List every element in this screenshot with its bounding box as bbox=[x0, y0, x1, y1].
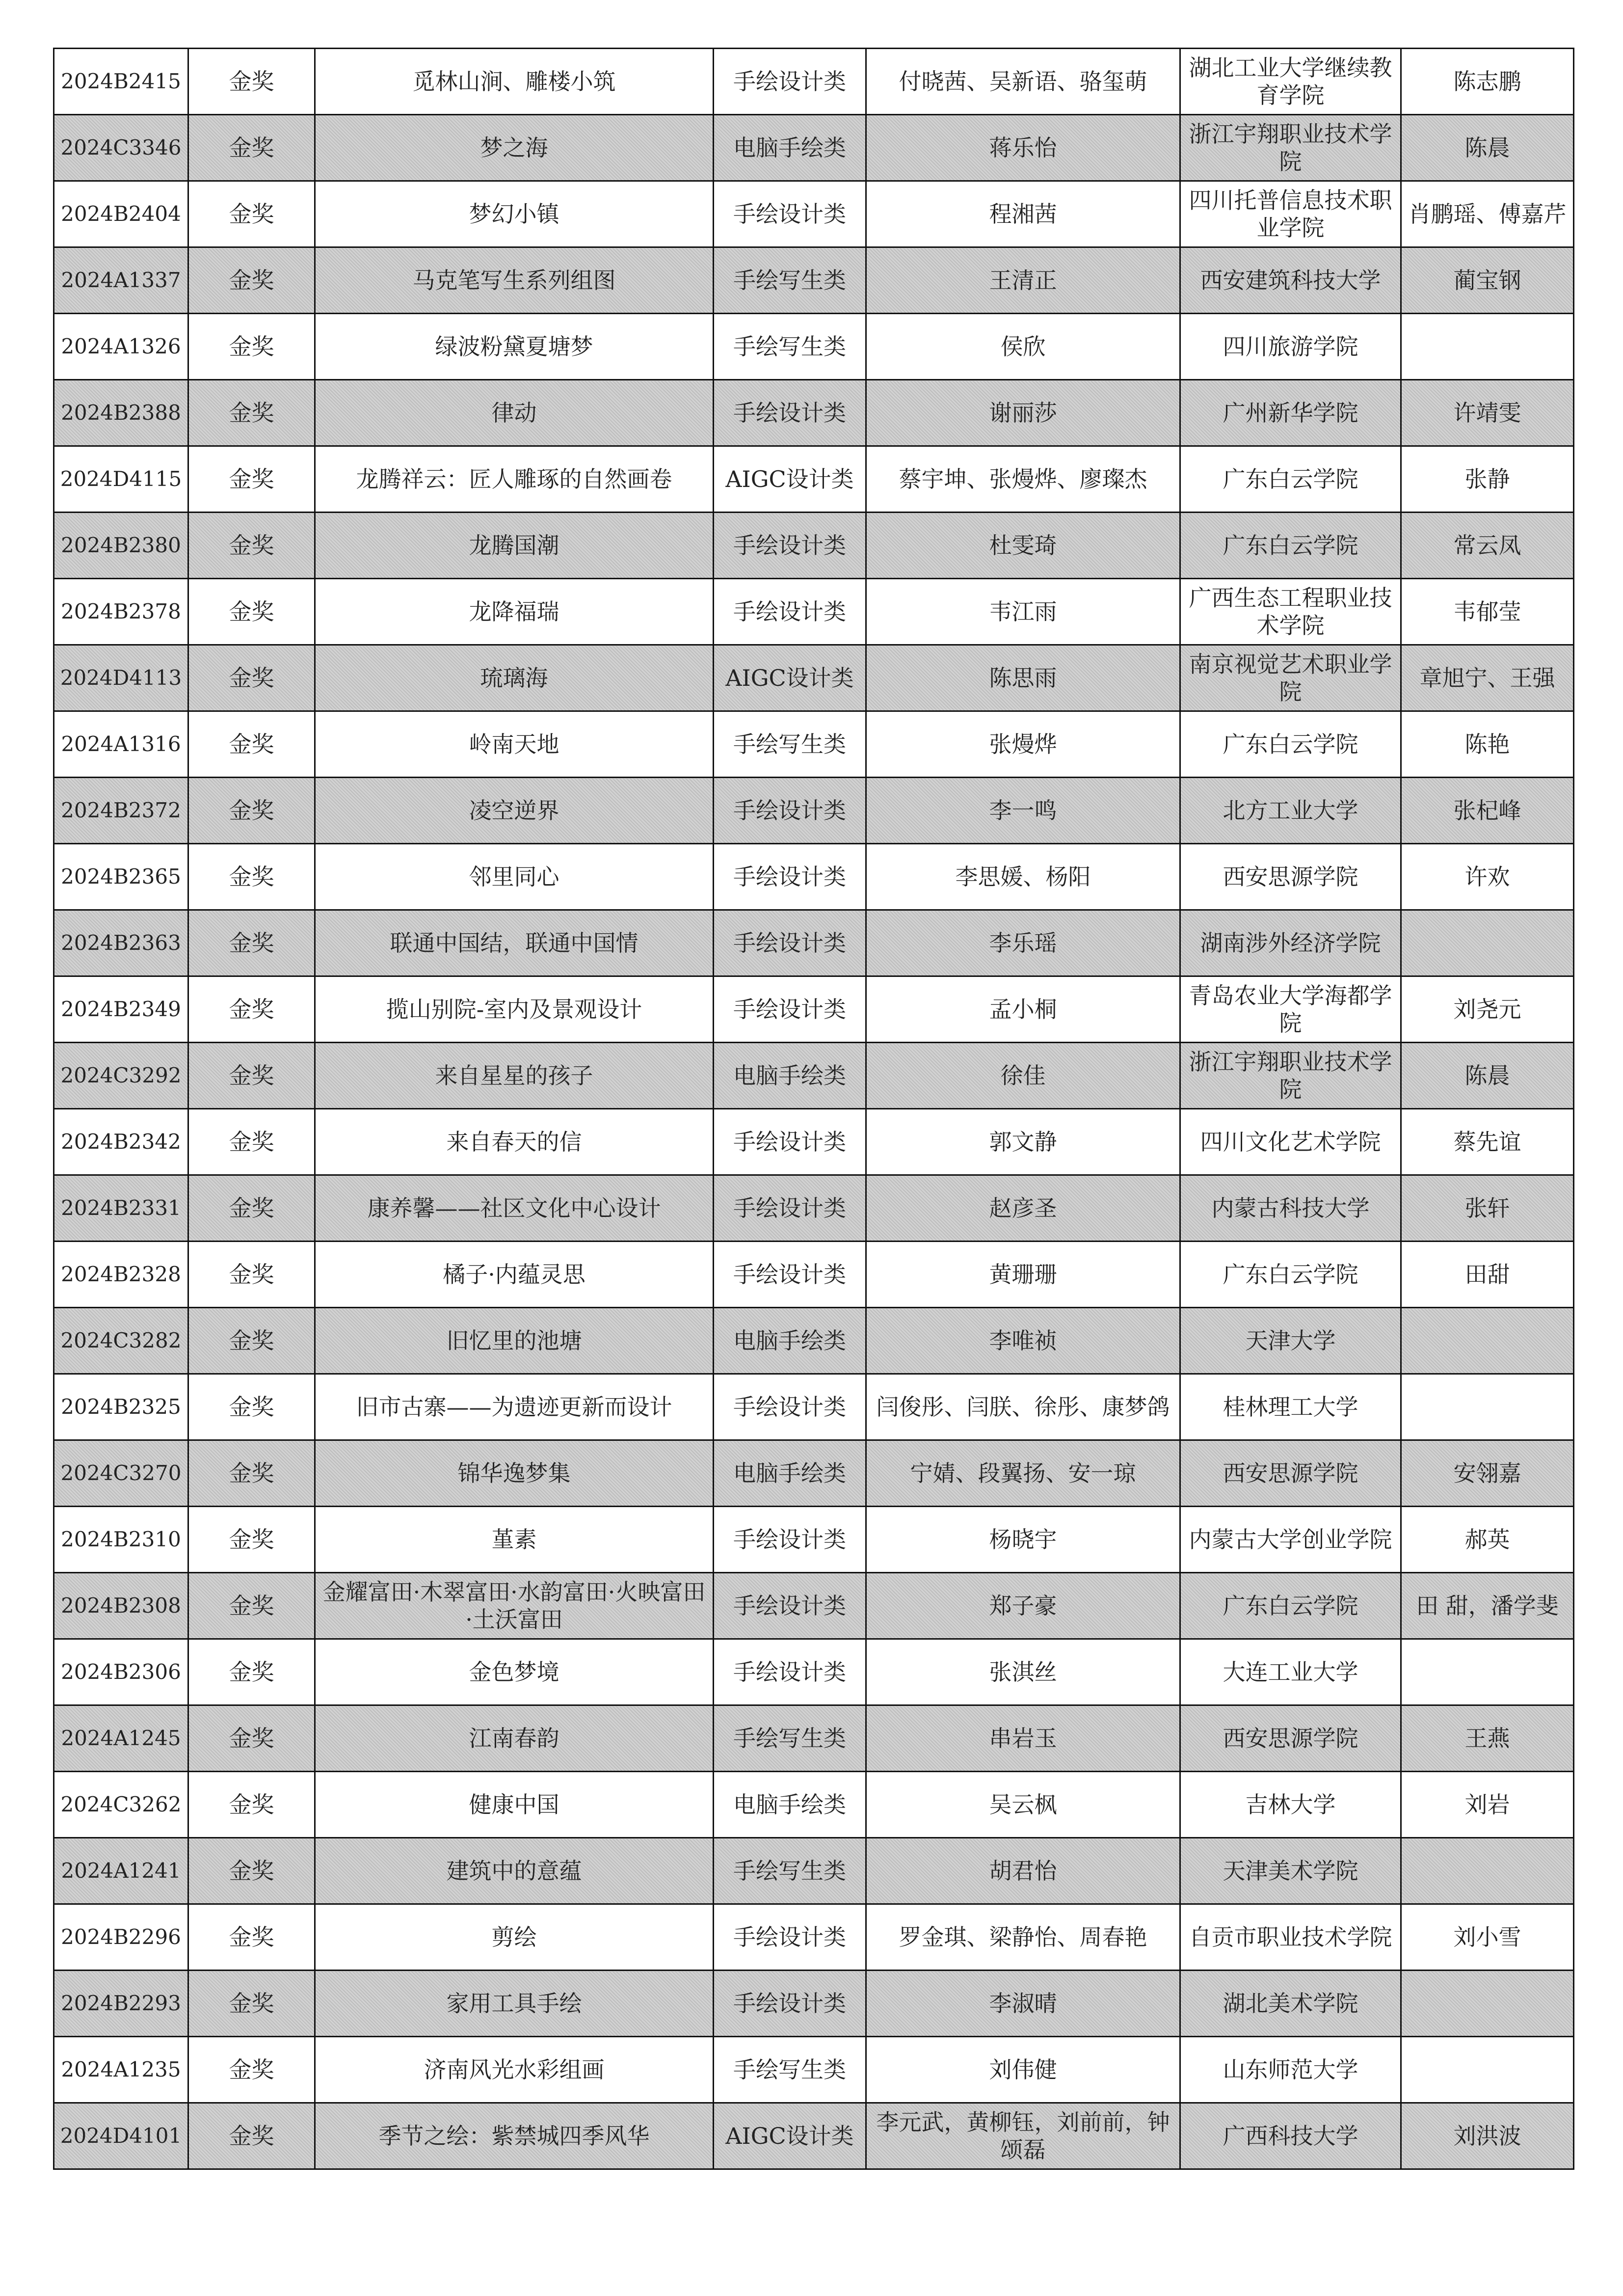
school-cell: 北方工业大学 bbox=[1180, 778, 1401, 844]
advisor-cell: 张杞峰 bbox=[1401, 778, 1574, 844]
work-title-cell: 凌空逆界 bbox=[315, 778, 714, 844]
work-title-cell: 邻里同心 bbox=[315, 844, 714, 910]
award-cell: 金奖 bbox=[188, 1242, 315, 1308]
advisor-cell: 安翎嘉 bbox=[1401, 1440, 1574, 1507]
school-cell: 四川托普信息技术职业学院 bbox=[1180, 181, 1401, 247]
category-cell: 手绘写生类 bbox=[714, 247, 866, 314]
authors-cell: 付晓茜、吴新语、骆玺萌 bbox=[866, 49, 1180, 115]
entry-id-cell: 2024C3270 bbox=[54, 1440, 188, 1507]
advisor-cell: 章旭宁、王强 bbox=[1401, 645, 1574, 711]
table-row bbox=[54, 1838, 1574, 1904]
work-title-cell: 康养馨——社区文化中心设计 bbox=[315, 1175, 714, 1242]
table-row bbox=[54, 247, 1574, 314]
advisor-cell: 陈晨 bbox=[1401, 115, 1574, 181]
award-cell: 金奖 bbox=[188, 976, 315, 1043]
table-row bbox=[54, 711, 1574, 778]
authors-cell: 蒋乐怡 bbox=[866, 115, 1180, 181]
school-cell: 天津大学 bbox=[1180, 1308, 1401, 1374]
authors-cell: 串岩玉 bbox=[866, 1705, 1180, 1772]
category-cell: 手绘写生类 bbox=[714, 1838, 866, 1904]
table-row bbox=[54, 1904, 1574, 1971]
advisor-cell: 刘尧元 bbox=[1401, 976, 1574, 1043]
advisor-cell: 张静 bbox=[1401, 446, 1574, 513]
school-cell: 西安思源学院 bbox=[1180, 1440, 1401, 1507]
table-row bbox=[54, 1639, 1574, 1705]
table-row bbox=[54, 49, 1574, 115]
award-cell: 金奖 bbox=[188, 2037, 315, 2103]
school-cell: 自贡市职业技术学院 bbox=[1180, 1904, 1401, 1971]
advisor-cell bbox=[1401, 314, 1574, 380]
table-row bbox=[54, 115, 1574, 181]
entry-id-cell: 2024B2342 bbox=[54, 1109, 188, 1175]
work-title-cell: 龙腾祥云：匠人雕琢的自然画卷 bbox=[315, 446, 714, 513]
table-row bbox=[54, 645, 1574, 711]
award-cell: 金奖 bbox=[188, 1043, 315, 1109]
authors-cell: 罗金琪、梁静怡、周春艳 bbox=[866, 1904, 1180, 1971]
award-cell: 金奖 bbox=[188, 1904, 315, 1971]
table-body bbox=[54, 49, 1574, 2169]
work-title-cell: 岭南天地 bbox=[315, 711, 714, 778]
award-cell: 金奖 bbox=[188, 115, 315, 181]
entry-id-cell: 2024B2372 bbox=[54, 778, 188, 844]
advisor-cell: 刘岩 bbox=[1401, 1772, 1574, 1838]
award-cell: 金奖 bbox=[188, 1308, 315, 1374]
table-row bbox=[54, 1440, 1574, 1507]
award-cell: 金奖 bbox=[188, 1838, 315, 1904]
work-title-cell: 龙腾国潮 bbox=[315, 513, 714, 579]
award-cell: 金奖 bbox=[188, 181, 315, 247]
table-row bbox=[54, 1109, 1574, 1175]
authors-cell: 张熳烨 bbox=[866, 711, 1180, 778]
work-title-cell: 梦之海 bbox=[315, 115, 714, 181]
award-cell: 金奖 bbox=[188, 1109, 315, 1175]
advisor-cell: 陈艳 bbox=[1401, 711, 1574, 778]
entry-id-cell: 2024B2404 bbox=[54, 181, 188, 247]
authors-cell: 蔡宇坤、张熳烨、廖璨杰 bbox=[866, 446, 1180, 513]
school-cell: 青岛农业大学海都学院 bbox=[1180, 976, 1401, 1043]
award-cell: 金奖 bbox=[188, 1639, 315, 1705]
work-title-cell: 济南风光水彩组画 bbox=[315, 2037, 714, 2103]
table-row bbox=[54, 778, 1574, 844]
authors-cell: 谢丽莎 bbox=[866, 380, 1180, 446]
entry-id-cell: 2024B2380 bbox=[54, 513, 188, 579]
category-cell: 手绘设计类 bbox=[714, 1971, 866, 2037]
school-cell: 大连工业大学 bbox=[1180, 1639, 1401, 1705]
school-cell: 广州新华学院 bbox=[1180, 380, 1401, 446]
entry-id-cell: 2024B2363 bbox=[54, 910, 188, 976]
entry-id-cell: 2024D4115 bbox=[54, 446, 188, 513]
award-cell: 金奖 bbox=[188, 513, 315, 579]
entry-id-cell: 2024B2310 bbox=[54, 1507, 188, 1573]
advisor-cell: 常云凤 bbox=[1401, 513, 1574, 579]
table-row bbox=[54, 579, 1574, 645]
work-title-cell: 马克笔写生系列组图 bbox=[315, 247, 714, 314]
table-row bbox=[54, 1705, 1574, 1772]
work-title-cell: 江南春韵 bbox=[315, 1705, 714, 1772]
school-cell: 四川文化艺术学院 bbox=[1180, 1109, 1401, 1175]
category-cell: 手绘写生类 bbox=[714, 1705, 866, 1772]
category-cell: AIGC设计类 bbox=[714, 2103, 866, 2169]
school-cell: 内蒙古科技大学 bbox=[1180, 1175, 1401, 1242]
award-cell: 金奖 bbox=[188, 910, 315, 976]
entry-id-cell: 2024C3282 bbox=[54, 1308, 188, 1374]
authors-cell: 王清正 bbox=[866, 247, 1180, 314]
table-row bbox=[54, 844, 1574, 910]
category-cell: 手绘写生类 bbox=[714, 2037, 866, 2103]
category-cell: AIGC设计类 bbox=[714, 446, 866, 513]
authors-cell: 陈思雨 bbox=[866, 645, 1180, 711]
advisor-cell: 许欢 bbox=[1401, 844, 1574, 910]
work-title-cell: 剪绘 bbox=[315, 1904, 714, 1971]
advisor-cell bbox=[1401, 1639, 1574, 1705]
authors-cell: 郭文静 bbox=[866, 1109, 1180, 1175]
award-cell: 金奖 bbox=[188, 2103, 315, 2169]
category-cell: 手绘设计类 bbox=[714, 380, 866, 446]
school-cell: 西安思源学院 bbox=[1180, 844, 1401, 910]
advisor-cell bbox=[1401, 910, 1574, 976]
advisor-cell: 韦郁莹 bbox=[1401, 579, 1574, 645]
work-title-cell: 季节之绘：紫禁城四季风华 bbox=[315, 2103, 714, 2169]
award-cell: 金奖 bbox=[188, 446, 315, 513]
authors-cell: 李思媛、杨阳 bbox=[866, 844, 1180, 910]
school-cell: 广东白云学院 bbox=[1180, 1573, 1401, 1639]
advisor-cell: 王燕 bbox=[1401, 1705, 1574, 1772]
table-row bbox=[54, 2037, 1574, 2103]
advisor-cell bbox=[1401, 2037, 1574, 2103]
award-cell: 金奖 bbox=[188, 645, 315, 711]
category-cell: 手绘设计类 bbox=[714, 1374, 866, 1440]
school-cell: 西安建筑科技大学 bbox=[1180, 247, 1401, 314]
award-cell: 金奖 bbox=[188, 1440, 315, 1507]
advisor-cell bbox=[1401, 1971, 1574, 2037]
table-row bbox=[54, 1374, 1574, 1440]
table-row bbox=[54, 380, 1574, 446]
table-row bbox=[54, 513, 1574, 579]
entry-id-cell: 2024B2306 bbox=[54, 1639, 188, 1705]
award-cell: 金奖 bbox=[188, 49, 315, 115]
school-cell: 浙江宇翔职业技术学院 bbox=[1180, 115, 1401, 181]
school-cell: 湖南涉外经济学院 bbox=[1180, 910, 1401, 976]
authors-cell: 胡君怡 bbox=[866, 1838, 1180, 1904]
school-cell: 广东白云学院 bbox=[1180, 446, 1401, 513]
authors-cell: 韦江雨 bbox=[866, 579, 1180, 645]
work-title-cell: 健康中国 bbox=[315, 1772, 714, 1838]
award-cell: 金奖 bbox=[188, 314, 315, 380]
advisor-cell: 刘洪波 bbox=[1401, 2103, 1574, 2169]
table-row bbox=[54, 1507, 1574, 1573]
category-cell: 手绘设计类 bbox=[714, 1175, 866, 1242]
authors-cell: 闫俊彤、闫朕、徐彤、康梦鸽 bbox=[866, 1374, 1180, 1440]
award-cell: 金奖 bbox=[188, 247, 315, 314]
school-cell: 桂林理工大学 bbox=[1180, 1374, 1401, 1440]
category-cell: 手绘设计类 bbox=[714, 1639, 866, 1705]
award-cell: 金奖 bbox=[188, 579, 315, 645]
category-cell: 手绘设计类 bbox=[714, 513, 866, 579]
advisor-cell bbox=[1401, 1308, 1574, 1374]
school-cell: 浙江宇翔职业技术学院 bbox=[1180, 1043, 1401, 1109]
work-title-cell: 梦幻小镇 bbox=[315, 181, 714, 247]
entry-id-cell: 2024D4113 bbox=[54, 645, 188, 711]
table-row bbox=[54, 976, 1574, 1043]
entry-id-cell: 2024B2349 bbox=[54, 976, 188, 1043]
entry-id-cell: 2024A1235 bbox=[54, 2037, 188, 2103]
category-cell: 手绘设计类 bbox=[714, 1573, 866, 1639]
work-title-cell: 联通中国结，联通中国情 bbox=[315, 910, 714, 976]
entry-id-cell: 2024B2293 bbox=[54, 1971, 188, 2037]
advisor-cell: 田甜 bbox=[1401, 1242, 1574, 1308]
authors-cell: 杨晓宇 bbox=[866, 1507, 1180, 1573]
award-cell: 金奖 bbox=[188, 1573, 315, 1639]
advisor-cell: 许靖雯 bbox=[1401, 380, 1574, 446]
category-cell: 手绘设计类 bbox=[714, 1109, 866, 1175]
school-cell: 西安思源学院 bbox=[1180, 1705, 1401, 1772]
table-row bbox=[54, 446, 1574, 513]
authors-cell: 郑子豪 bbox=[866, 1573, 1180, 1639]
award-cell: 金奖 bbox=[188, 1772, 315, 1838]
advisor-cell: 蔺宝钢 bbox=[1401, 247, 1574, 314]
school-cell: 山东师范大学 bbox=[1180, 2037, 1401, 2103]
work-title-cell: 家用工具手绘 bbox=[315, 1971, 714, 2037]
authors-cell: 侯欣 bbox=[866, 314, 1180, 380]
entry-id-cell: 2024B2365 bbox=[54, 844, 188, 910]
entry-id-cell: 2024B2296 bbox=[54, 1904, 188, 1971]
category-cell: 手绘写生类 bbox=[714, 711, 866, 778]
entry-id-cell: 2024B2388 bbox=[54, 380, 188, 446]
award-cell: 金奖 bbox=[188, 1374, 315, 1440]
entry-id-cell: 2024D4101 bbox=[54, 2103, 188, 2169]
work-title-cell: 锦华逸梦集 bbox=[315, 1440, 714, 1507]
category-cell: 手绘设计类 bbox=[714, 579, 866, 645]
entry-id-cell: 2024C3346 bbox=[54, 115, 188, 181]
authors-cell: 吴云枫 bbox=[866, 1772, 1180, 1838]
advisor-cell: 刘小雪 bbox=[1401, 1904, 1574, 1971]
school-cell: 内蒙古大学创业学院 bbox=[1180, 1507, 1401, 1573]
school-cell: 广西科技大学 bbox=[1180, 2103, 1401, 2169]
table-row bbox=[54, 314, 1574, 380]
award-cell: 金奖 bbox=[188, 844, 315, 910]
table-row bbox=[54, 1308, 1574, 1374]
category-cell: 手绘写生类 bbox=[714, 314, 866, 380]
authors-cell: 李唯祯 bbox=[866, 1308, 1180, 1374]
award-cell: 金奖 bbox=[188, 778, 315, 844]
table-row bbox=[54, 910, 1574, 976]
work-title-cell: 旧市古寨——为遗迹更新而设计 bbox=[315, 1374, 714, 1440]
school-cell: 广东白云学院 bbox=[1180, 711, 1401, 778]
entry-id-cell: 2024B2331 bbox=[54, 1175, 188, 1242]
category-cell: 手绘设计类 bbox=[714, 1507, 866, 1573]
work-title-cell: 来自星星的孩子 bbox=[315, 1043, 714, 1109]
award-cell: 金奖 bbox=[188, 1705, 315, 1772]
authors-cell: 李一鸣 bbox=[866, 778, 1180, 844]
advisor-cell bbox=[1401, 1374, 1574, 1440]
advisor-cell: 张轩 bbox=[1401, 1175, 1574, 1242]
authors-cell: 杜雯琦 bbox=[866, 513, 1180, 579]
authors-cell: 黄珊珊 bbox=[866, 1242, 1180, 1308]
table-row bbox=[54, 1971, 1574, 2037]
work-title-cell: 来自春天的信 bbox=[315, 1109, 714, 1175]
authors-cell: 赵彦圣 bbox=[866, 1175, 1180, 1242]
entry-id-cell: 2024A1326 bbox=[54, 314, 188, 380]
school-cell: 天津美术学院 bbox=[1180, 1838, 1401, 1904]
entry-id-cell: 2024C3292 bbox=[54, 1043, 188, 1109]
school-cell: 湖北美术学院 bbox=[1180, 1971, 1401, 2037]
table-row bbox=[54, 1175, 1574, 1242]
category-cell: 电脑手绘类 bbox=[714, 115, 866, 181]
award-cell: 金奖 bbox=[188, 1971, 315, 2037]
school-cell: 广东白云学院 bbox=[1180, 513, 1401, 579]
advisor-cell: 肖鹏瑶、傅嘉芹 bbox=[1401, 181, 1574, 247]
entry-id-cell: 2024A1241 bbox=[54, 1838, 188, 1904]
authors-cell: 刘伟健 bbox=[866, 2037, 1180, 2103]
entry-id-cell: 2024B2378 bbox=[54, 579, 188, 645]
entry-id-cell: 2024A1316 bbox=[54, 711, 188, 778]
entry-id-cell: 2024A1337 bbox=[54, 247, 188, 314]
category-cell: 手绘设计类 bbox=[714, 181, 866, 247]
table-row bbox=[54, 1573, 1574, 1639]
school-cell: 广东白云学院 bbox=[1180, 1242, 1401, 1308]
table-row bbox=[54, 2103, 1574, 2169]
category-cell: 电脑手绘类 bbox=[714, 1440, 866, 1507]
work-title-cell: 绿波粉黛夏塘梦 bbox=[315, 314, 714, 380]
category-cell: 手绘设计类 bbox=[714, 778, 866, 844]
school-cell: 南京视觉艺术职业学院 bbox=[1180, 645, 1401, 711]
table-row bbox=[54, 1242, 1574, 1308]
authors-cell: 李元武，黄柳钰，刘前前，钟颂磊 bbox=[866, 2103, 1180, 2169]
category-cell: 手绘设计类 bbox=[714, 844, 866, 910]
table-row bbox=[54, 181, 1574, 247]
entry-id-cell: 2024A1245 bbox=[54, 1705, 188, 1772]
work-title-cell: 律动 bbox=[315, 380, 714, 446]
category-cell: 电脑手绘类 bbox=[714, 1308, 866, 1374]
work-title-cell: 揽山别院-室内及景观设计 bbox=[315, 976, 714, 1043]
entry-id-cell: 2024C3262 bbox=[54, 1772, 188, 1838]
advisor-cell: 蔡先谊 bbox=[1401, 1109, 1574, 1175]
authors-cell: 李乐瑶 bbox=[866, 910, 1180, 976]
entry-id-cell: 2024B2328 bbox=[54, 1242, 188, 1308]
awards-table bbox=[53, 48, 1574, 2170]
authors-cell: 张淇丝 bbox=[866, 1639, 1180, 1705]
work-title-cell: 建筑中的意蕴 bbox=[315, 1838, 714, 1904]
advisor-cell: 田 甜，潘学斐 bbox=[1401, 1573, 1574, 1639]
work-title-cell: 琉璃海 bbox=[315, 645, 714, 711]
work-title-cell: 金耀富田·木翠富田·水韵富田·火映富田·土沃富田 bbox=[315, 1573, 714, 1639]
authors-cell: 宁婧、段翼扬、安一琼 bbox=[866, 1440, 1180, 1507]
advisor-cell: 郝英 bbox=[1401, 1507, 1574, 1573]
work-title-cell: 龙降福瑞 bbox=[315, 579, 714, 645]
category-cell: 手绘设计类 bbox=[714, 1242, 866, 1308]
work-title-cell: 橘子·内蕴灵思 bbox=[315, 1242, 714, 1308]
work-title-cell: 觅林山涧、雕楼小筑 bbox=[315, 49, 714, 115]
award-cell: 金奖 bbox=[188, 1175, 315, 1242]
authors-cell: 程湘茜 bbox=[866, 181, 1180, 247]
entry-id-cell: 2024B2308 bbox=[54, 1573, 188, 1639]
award-cell: 金奖 bbox=[188, 711, 315, 778]
category-cell: 电脑手绘类 bbox=[714, 1043, 866, 1109]
work-title-cell: 旧忆里的池塘 bbox=[315, 1308, 714, 1374]
category-cell: 手绘设计类 bbox=[714, 910, 866, 976]
category-cell: AIGC设计类 bbox=[714, 645, 866, 711]
entry-id-cell: 2024B2325 bbox=[54, 1374, 188, 1440]
award-cell: 金奖 bbox=[188, 380, 315, 446]
table-row bbox=[54, 1043, 1574, 1109]
award-cell: 金奖 bbox=[188, 1507, 315, 1573]
entry-id-cell: 2024B2415 bbox=[54, 49, 188, 115]
work-title-cell: 堇素 bbox=[315, 1507, 714, 1573]
school-cell: 广西生态工程职业技术学院 bbox=[1180, 579, 1401, 645]
advisor-cell bbox=[1401, 1838, 1574, 1904]
school-cell: 湖北工业大学继续教育学院 bbox=[1180, 49, 1401, 115]
authors-cell: 徐佳 bbox=[866, 1043, 1180, 1109]
advisor-cell: 陈晨 bbox=[1401, 1043, 1574, 1109]
advisor-cell: 陈志鹏 bbox=[1401, 49, 1574, 115]
table-row bbox=[54, 1772, 1574, 1838]
school-cell: 四川旅游学院 bbox=[1180, 314, 1401, 380]
work-title-cell: 金色梦境 bbox=[315, 1639, 714, 1705]
authors-cell: 孟小桐 bbox=[866, 976, 1180, 1043]
category-cell: 手绘设计类 bbox=[714, 976, 866, 1043]
school-cell: 吉林大学 bbox=[1180, 1772, 1401, 1838]
category-cell: 手绘设计类 bbox=[714, 1904, 866, 1971]
category-cell: 手绘设计类 bbox=[714, 49, 866, 115]
authors-cell: 李淑晴 bbox=[866, 1971, 1180, 2037]
category-cell: 电脑手绘类 bbox=[714, 1772, 866, 1838]
